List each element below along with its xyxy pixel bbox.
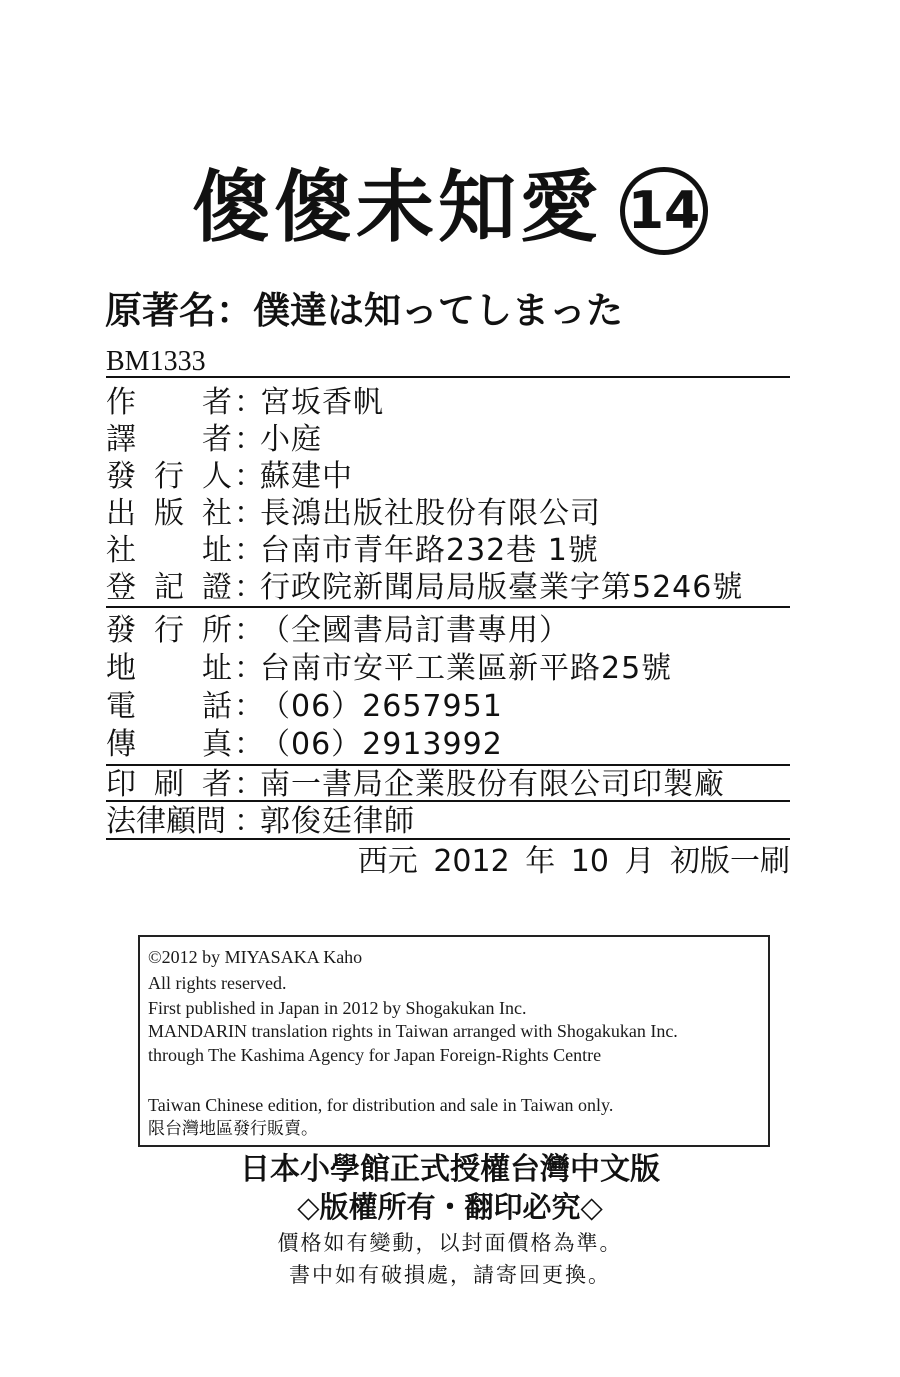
original-title (105, 286, 623, 336)
legal-value: 郭俊廷律師 (260, 804, 415, 839)
authorization-text: 日本小學館正式授權台灣中文版 (240, 1152, 660, 1187)
copyright-line: MANDARIN translation rights in Taiwan arranged with Shogakukan Inc. (148, 1021, 678, 1041)
dist-value: （全國書局訂書專用） (260, 613, 570, 648)
copyright-line: First published in Japan in 2012 by Shogakukan Inc. (148, 998, 527, 1018)
printer-value: 南一書局企業股份有限公司印製廠 (260, 767, 725, 802)
credit-value: 長鴻出版社股份有限公司 (260, 496, 601, 531)
edition-date: 西元 2012 年 10 月 初版一刷 (357, 844, 790, 879)
territory-english: Taiwan Chinese edition, for distribution and sale in Taiwan only. (148, 1095, 614, 1115)
dist-value: （06）2657951 (260, 689, 503, 724)
copyright-line: All rights reserved. (148, 973, 287, 993)
rights-reserved-text: ◇版權所有・翻印必究◇ (297, 1190, 603, 1224)
dist-value: 台南市安平工業區新平路25號 (260, 651, 673, 686)
original-title-colon: ： (216, 289, 253, 332)
divider-printer (106, 800, 790, 802)
book-code: BM1333 (106, 346, 206, 377)
copyright-box (138, 935, 770, 1147)
copyright-line: ©2012 by MIYASAKA Kaho (148, 947, 363, 967)
copyright-line: through The Kashima Agency for Japan Foreign-Rights Centre (148, 1045, 602, 1065)
divider-credits (106, 606, 790, 608)
credit-value: 小庭 (260, 422, 322, 457)
credit-value: 宮坂香帆 (260, 385, 384, 420)
price-notice: 價格如有變動，以封面價格為準。 (277, 1231, 623, 1255)
original-title-value: 僕達は知ってしまった (253, 289, 623, 332)
credit-value: 台南市青年路232巷 1號 (260, 533, 599, 568)
original-title-label: 原著名 (105, 289, 216, 332)
damage-notice: 書中如有破損處，請寄回更換。 (289, 1263, 611, 1287)
territory-chinese: 限台灣地區發行販賣。 (148, 1119, 318, 1139)
dist-value: （06）2913992 (260, 727, 503, 762)
credit-value: 蘇建中 (260, 459, 353, 494)
book-title (0, 158, 900, 258)
divider-legal (106, 838, 790, 840)
title-text: 傻傻未知愛 (191, 163, 602, 253)
volume-number-circle: 14 (620, 167, 708, 255)
divider-top (106, 376, 790, 378)
credit-value: 行政院新聞局局版臺業字第5246號 (260, 570, 744, 605)
